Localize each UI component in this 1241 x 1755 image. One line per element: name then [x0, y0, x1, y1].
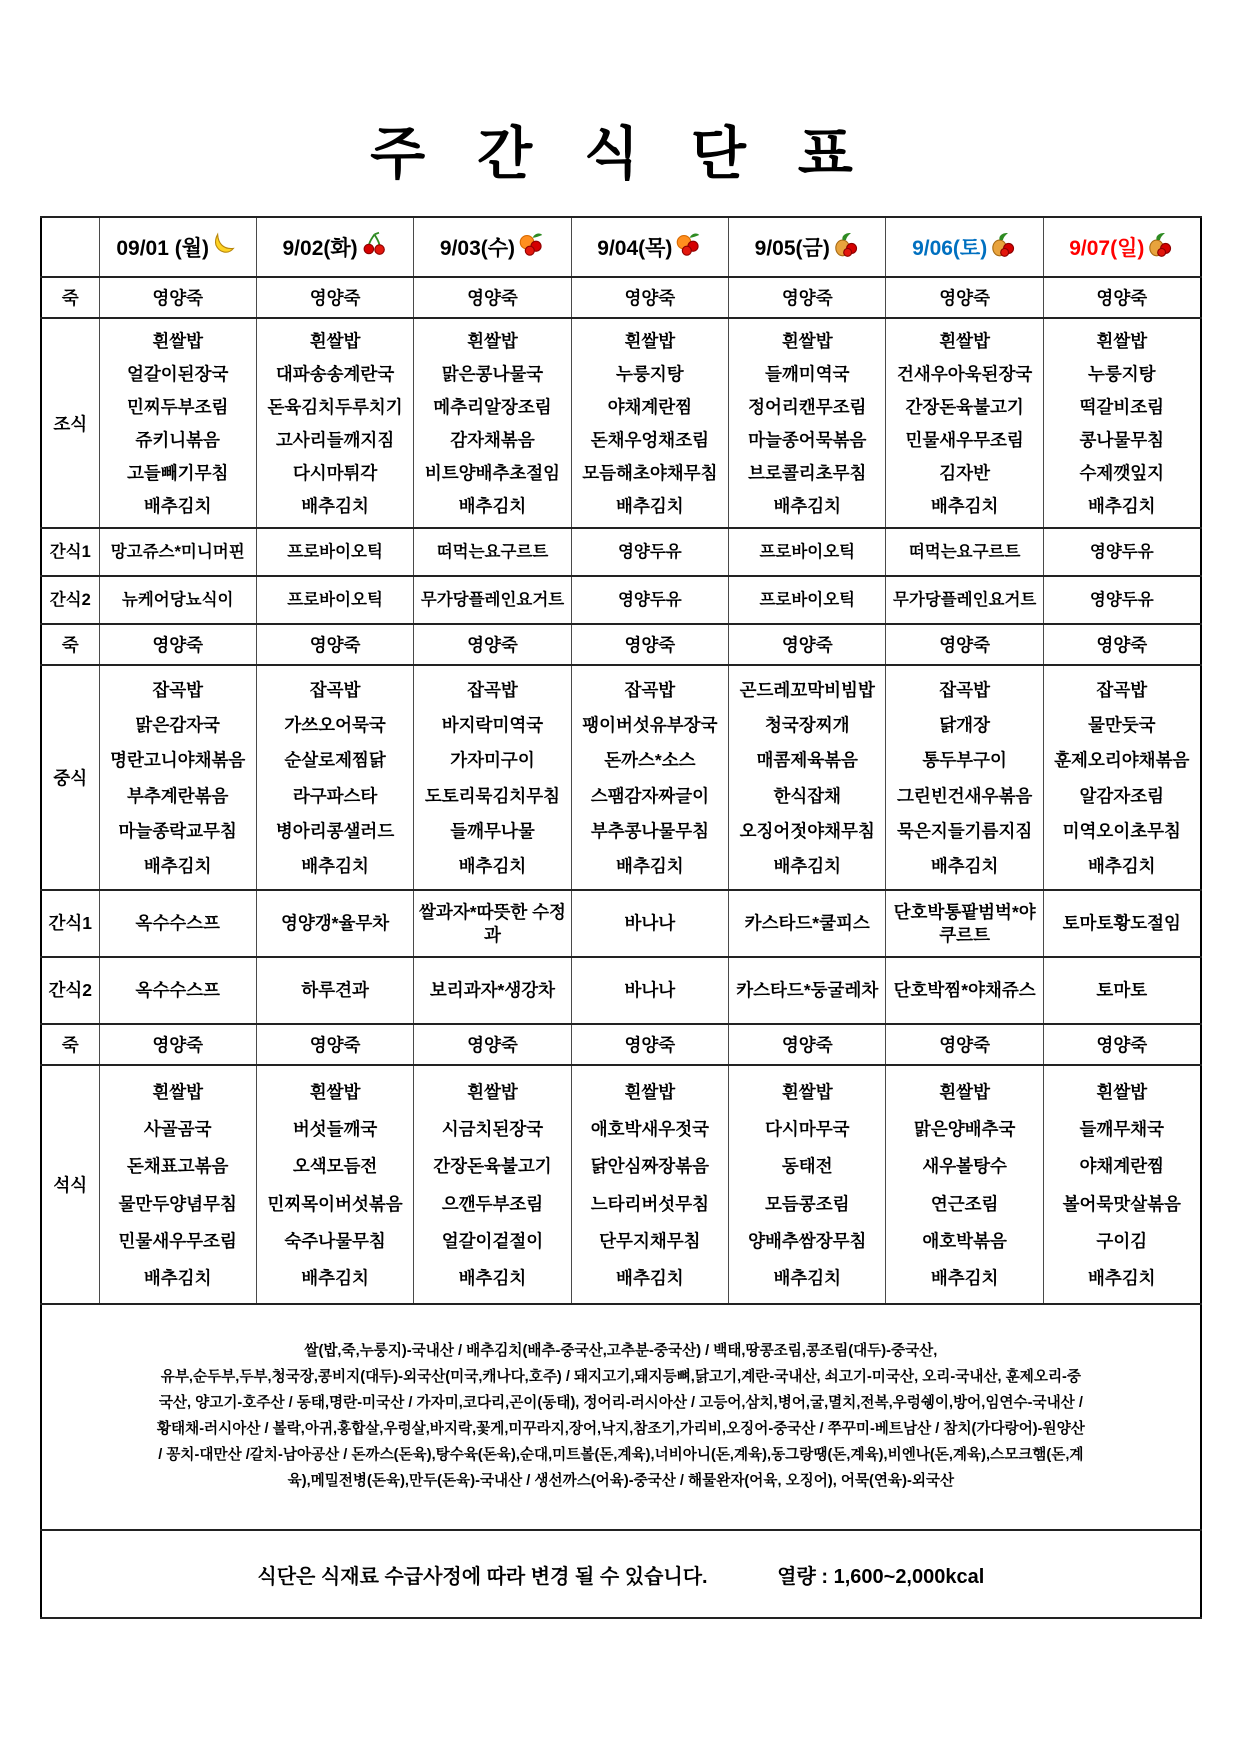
menu-item: 돈채표고볶음: [126, 1156, 229, 1177]
menu-item: 누룽지탕: [1087, 364, 1156, 384]
menu-item: 사골곰국: [143, 1119, 212, 1140]
menu-item: 민물새우무조림: [118, 1230, 237, 1251]
menu-item: 야채계란찜: [1079, 1156, 1165, 1177]
lunch-cell: [99, 665, 256, 890]
notice-row: [41, 1530, 1201, 1618]
snack-cell: 무가당플레인요거트: [414, 576, 571, 624]
snack-cell: 떠먹는요구르트: [414, 528, 571, 576]
snack-cell: 망고쥬스*미니머핀: [99, 528, 256, 576]
menu-item: 시금치된장국: [441, 1119, 544, 1140]
pm-snack2-row: [41, 957, 1201, 1024]
menu-item: 순살로제찜닭: [284, 750, 386, 771]
menu-change-notice: 식단은 식재료 수급사정에 따라 변경 될 수 있습니다.: [257, 1565, 708, 1588]
menu-item: 흰쌀밥: [781, 331, 833, 351]
porridge-cell: 영양죽: [414, 1024, 571, 1065]
date-label: 9/03(수): [439, 237, 516, 260]
row-label-dinner: 석식: [41, 1065, 99, 1304]
menu-item: 배추김치: [930, 1267, 999, 1288]
snack-cell: 토마토황도절임: [1043, 890, 1200, 957]
calorie-info: 열량 : 1,600~2,000kcal: [777, 1565, 985, 1588]
lunch-cell: [256, 665, 413, 890]
menu-item: 민찌목이버섯볶음: [267, 1193, 403, 1214]
menu-item: 곤드레꼬막비빔밥: [739, 680, 875, 701]
menu-item: 오색모듬전: [292, 1156, 378, 1177]
dinner-cell: [729, 1065, 886, 1304]
breakfast-row: [41, 318, 1201, 528]
menu-item: 배추김치: [616, 1267, 684, 1288]
menu-item: 배추김치: [1087, 496, 1156, 516]
menu-item: 팽이버섯유부장국: [582, 715, 718, 736]
menu-item: 잡곡밥: [1096, 680, 1148, 701]
menu-item: 배추김치: [616, 496, 684, 516]
pm-snack1-row: [41, 890, 1201, 957]
menu-item: 청국장찌개: [764, 715, 850, 736]
date-header-row: [41, 217, 1201, 277]
snack-cell: 영양갱*율무차: [256, 890, 413, 957]
menu-item: 애호박볶음: [922, 1230, 1007, 1251]
menu-item: 흰쌀밥: [624, 1082, 676, 1103]
snack-cell: 프로바이오틱: [729, 528, 886, 576]
origin-line: 국산, 양고기-호주산 / 동태,명란-미국산 / 가자미,코다리,곤이(동태), 정어리-러시아산 / 고등어,삼치,병어,굴,멸치,전복,우렁쉥이,방어,임연수-국내산 /: [158, 1395, 1083, 1412]
row-label-lunch: 중식: [41, 665, 99, 890]
menu-item: 흰쌀밥: [152, 331, 204, 351]
breakfast-cell: [256, 318, 413, 528]
menu-item: 배추김치: [143, 855, 212, 876]
menu-item: 흰쌀밥: [467, 331, 518, 351]
porridge-cell: 영양죽: [99, 277, 256, 318]
dinner-cell: [99, 1065, 256, 1304]
menu-item: 잡곡밥: [152, 680, 204, 701]
menu-item: 다시마튀각: [292, 463, 378, 483]
dinner-cell: [414, 1065, 571, 1304]
menu-item: 감자채볶음: [450, 430, 535, 450]
porridge-cell: 영양죽: [256, 277, 413, 318]
menu-item: 흰쌀밥: [939, 331, 990, 351]
fruit-mix-icon: [518, 231, 545, 258]
menu-item: 들깨무채국: [1079, 1119, 1165, 1140]
page-title: 주 간 식 단 표: [370, 122, 871, 186]
menu-item: 맑은감자국: [135, 715, 220, 736]
lunch-row: [41, 665, 1201, 890]
menu-item: 누룽지탕: [616, 364, 684, 384]
menu-item: 미역오이초무침: [1062, 820, 1181, 841]
date-label: 09/01 (월): [116, 237, 210, 260]
menu-item: 배추김치: [773, 496, 842, 516]
menu-item: 바지락미역국: [441, 715, 544, 736]
porridge-cell: 영양죽: [256, 624, 413, 665]
snack-cell: 프로바이오틱: [729, 576, 886, 624]
day-header-thu: [571, 217, 728, 277]
menu-item: 통두부구이: [922, 750, 1007, 771]
origin-notes-row: [41, 1304, 1201, 1530]
menu-item: 라구파스타: [292, 785, 378, 806]
notice-cell: [41, 1530, 1201, 1618]
menu-item: 배추김치: [458, 1267, 527, 1288]
menu-item: 고사리들깨지짐: [275, 430, 395, 450]
menu-item: 닭안심짜장볶음: [590, 1156, 710, 1177]
menu-item: 마늘종어묵볶음: [748, 430, 867, 450]
snack-cell: 단호박통팥범벅*야쿠르트: [886, 890, 1043, 957]
menu-item: 배추김치: [616, 855, 684, 876]
menu-item: 병아리콩샐러드: [275, 820, 395, 841]
porridge-cell: 영양죽: [729, 1024, 886, 1065]
menu-item: 야채계란찜: [607, 397, 693, 417]
row-label-snack2: 간식2: [41, 576, 99, 624]
pineapple-cherries-icon: [833, 231, 860, 258]
snack-cell: 쌀과자*따뜻한 수정과: [414, 890, 571, 957]
menu-item: 연근조림: [930, 1193, 999, 1214]
snack-cell: 보리과자*생강차: [414, 957, 571, 1024]
menu-item: 명란고니야채볶음: [110, 750, 246, 771]
menu-item: 부추계란볶음: [126, 785, 229, 806]
origin-line: 황태채-러시아산 / 볼락,아귀,홍합살,우렁살,바지락,꽃게,미꾸라지,장어,낙지,참조기,가리비,오징어-중국산 / 쭈꾸미-베트남산 / 참치(가다랑어)-원양산: [156, 1421, 1085, 1437]
menu-item: 들깨무나물: [450, 820, 535, 841]
menu-item: 흰쌀밥: [309, 331, 361, 351]
menu-item: 배추김치: [143, 496, 212, 516]
menu-item: 민물새우무조림: [905, 430, 1024, 450]
menu-item: 새우볼탕수: [922, 1156, 1007, 1177]
lunch-cell: [886, 665, 1043, 890]
snack-cell: 옥수수스프: [99, 890, 256, 957]
menu-item: 돈채우엉채조림: [590, 430, 710, 450]
menu-item: 마늘종락교무침: [118, 820, 237, 841]
menu-item: 모듬해초야채무침: [582, 463, 718, 483]
menu-item: 알감자조림: [1079, 785, 1165, 806]
menu-item: 으깬두부조림: [441, 1193, 544, 1214]
menu-item: 묵은지들기름지짐: [897, 820, 1033, 841]
row-label-porridge: 죽: [41, 277, 99, 318]
day-header-fri: [729, 217, 886, 277]
row-label-snack2: 간식2: [41, 957, 99, 1024]
menu-item: 건새우아욱된장국: [897, 364, 1033, 384]
porridge-cell: 영양죽: [729, 624, 886, 665]
lunch-cell: [1043, 665, 1200, 890]
menu-item: 배추김치: [773, 855, 842, 876]
date-label: 9/04(목): [597, 237, 673, 260]
menu-item: 그린빈건새우볶음: [897, 785, 1033, 806]
menu-item: 민찌두부조림: [126, 397, 229, 417]
date-label: 9/07(일): [1069, 237, 1145, 260]
date-label: 9/06(토): [912, 237, 988, 260]
menu-item: 배추김치: [301, 855, 369, 876]
breakfast-cell: [729, 318, 886, 528]
menu-item: 물만두양념무침: [118, 1193, 237, 1214]
day-header-sat: [886, 217, 1043, 277]
day-header-sun: [1043, 217, 1200, 277]
porridge-cell: 영양죽: [571, 277, 728, 318]
porridge-cell: 영양죽: [571, 624, 728, 665]
menu-item: 버섯들깨국: [292, 1119, 378, 1140]
menu-item: 한식잡채: [773, 785, 842, 806]
porridge-row-morning: [41, 277, 1201, 318]
lunch-cell: [729, 665, 886, 890]
snack-cell: 카스타드*둥굴레차: [729, 957, 886, 1024]
menu-item: 부추콩나물무침: [590, 820, 710, 841]
breakfast-cell: [99, 318, 256, 528]
menu-item: 배추김치: [458, 496, 527, 516]
am-snack1-row: [41, 528, 1201, 576]
menu-item: 맑은콩나물국: [441, 364, 544, 384]
menu-item: 잡곡밥: [467, 680, 518, 701]
menu-item: 배추김치: [301, 496, 369, 516]
menu-item: 오징어젓야채무침: [739, 820, 875, 841]
date-label: 9/02(화): [282, 237, 358, 260]
menu-item: 돈육김치두루치기: [267, 397, 403, 417]
day-header-wed: [414, 217, 571, 277]
menu-item: 돈까스*소스: [604, 750, 696, 771]
porridge-cell: 영양죽: [886, 624, 1043, 665]
snack-cell: 영양두유: [571, 576, 728, 624]
menu-item: 느타리버섯무침: [590, 1193, 710, 1214]
snack-cell: 단호박찜*야채쥬스: [886, 957, 1043, 1024]
menu-item: 메추리알장조림: [433, 397, 552, 417]
menu-item: 고들빼기무침: [126, 463, 229, 483]
snack-cell: 영양두유: [571, 528, 728, 576]
menu-item: 떡갈비조림: [1079, 397, 1165, 417]
snack-cell: 하루견과: [256, 957, 413, 1024]
menu-item: 물만둣국: [1087, 715, 1156, 736]
menu-item: 맑은양배추국: [913, 1119, 1016, 1140]
origin-line: 유부,순두부,두부,청국장,콩비지(대두)-외국산(미국,캐나다,호주) / 돼지고기,돼지등뼈,닭고기,계란-국내산, 쇠고기-미국산, 오리-국내산, 훈제오리-중: [160, 1369, 1082, 1386]
snack-cell: 옥수수스프: [99, 957, 256, 1024]
banana-icon: [212, 231, 239, 258]
menu-item: 정어리캔무조림: [748, 397, 867, 417]
menu-item: 흰쌀밥: [1096, 331, 1148, 351]
porridge-cell: 영양죽: [1043, 1024, 1200, 1065]
dinner-cell: [571, 1065, 728, 1304]
menu-item: 배추김치: [930, 855, 999, 876]
corner-cell: [41, 217, 99, 277]
origin-line: 쌀(밥,죽,누룽지)-국내산 / 배추김치(배추-중국산,고추분-중국산) / 백태,땅콩조림,콩조림(대두)-중국산,: [304, 1343, 938, 1360]
menu-table: [40, 216, 1202, 1619]
cherries-icon: [361, 231, 388, 258]
menu-item: 동태전: [781, 1156, 833, 1177]
menu-item: 구이김: [1096, 1230, 1148, 1251]
pineapple-cherries-icon: [1147, 231, 1174, 258]
menu-item: 볼어묵맛살볶음: [1062, 1193, 1181, 1214]
menu-item: 매콤제육볶음: [756, 750, 858, 771]
lunch-cell: [414, 665, 571, 890]
menu-item: 흰쌀밥: [1096, 1082, 1148, 1103]
dinner-cell: [1043, 1065, 1200, 1304]
menu-item: 가쓰오어묵국: [284, 715, 386, 736]
snack-cell: 바나나: [571, 957, 728, 1024]
menu-item: 흰쌀밥: [624, 331, 676, 351]
porridge-cell: 영양죽: [886, 1024, 1043, 1065]
menu-item: 간장돈육불고기: [433, 1156, 552, 1177]
row-label-breakfast: 조식: [41, 318, 99, 528]
porridge-cell: 영양죽: [571, 1024, 728, 1065]
menu-item: 배추김치: [143, 1267, 212, 1288]
dinner-cell: [886, 1065, 1043, 1304]
menu-item: 흰쌀밥: [939, 1082, 990, 1103]
menu-item: 흰쌀밥: [781, 1082, 833, 1103]
menu-item: 배추김치: [1087, 1267, 1156, 1288]
date-label: 9/05(금): [754, 237, 830, 260]
dinner-cell: [256, 1065, 413, 1304]
porridge-cell: 영양죽: [886, 277, 1043, 318]
snack-cell: 떠먹는요구르트: [886, 528, 1043, 576]
menu-item: 배추김치: [301, 1267, 369, 1288]
pineapple-cherries-icon: [990, 231, 1017, 258]
menu-item: 다시마무국: [764, 1119, 850, 1140]
menu-item: 배추김치: [930, 496, 999, 516]
porridge-cell: 영양죽: [414, 624, 571, 665]
porridge-cell: 영양죽: [1043, 277, 1200, 318]
row-label-porridge: 죽: [41, 1024, 99, 1065]
menu-item: 흰쌀밥: [467, 1082, 518, 1103]
porridge-cell: 영양죽: [1043, 624, 1200, 665]
lunch-cell: [571, 665, 728, 890]
menu-item: 배추김치: [458, 855, 527, 876]
porridge-row-noon: [41, 624, 1201, 665]
snack-cell: 프로바이오틱: [256, 576, 413, 624]
menu-item: 배추김치: [1087, 855, 1156, 876]
fruit-mix-icon: [675, 231, 702, 258]
menu-item: 숙주나물무침: [284, 1230, 386, 1251]
menu-item: 비트양배추초절임: [424, 463, 561, 483]
menu-item: 콩나물무침: [1079, 430, 1165, 450]
day-header-tue: [256, 217, 413, 277]
menu-item: 가자미구이: [450, 750, 535, 771]
menu-item: 훈제오리야채볶음: [1054, 750, 1190, 771]
snack-cell: 카스타드*쿨피스: [729, 890, 886, 957]
origin-line: / 꽁치-대만산 /갈치-남아공산 / 돈까스(돈육),탕수육(돈육),순대,미트볼(돈,계육),너비아니(돈,계육),동그랑땡(돈,계육),비엔나(돈,계육),스모크햄(돈,계: [158, 1446, 1084, 1463]
menu-item: 김자반: [939, 463, 990, 483]
day-header-mon: [99, 217, 256, 277]
porridge-cell: 영양죽: [99, 624, 256, 665]
menu-item: 애호박새우젓국: [590, 1119, 710, 1140]
snack-cell: 무가당플레인요거트: [886, 576, 1043, 624]
porridge-cell: 영양죽: [99, 1024, 256, 1065]
menu-item: 모듬콩조림: [764, 1193, 850, 1214]
origin-notes-cell: [41, 1304, 1201, 1530]
porridge-cell: 영양죽: [256, 1024, 413, 1065]
menu-item: 얼갈이된장국: [126, 364, 229, 384]
menu-item: 흰쌀밥: [152, 1082, 204, 1103]
menu-item: 잡곡밥: [309, 680, 361, 701]
row-label-porridge: 죽: [41, 624, 99, 665]
menu-item: 흰쌀밥: [309, 1082, 361, 1103]
menu-item: 배추김치: [773, 1267, 842, 1288]
porridge-row-evening: [41, 1024, 1201, 1065]
menu-item: 스팸감자짜글이: [590, 785, 710, 806]
breakfast-cell: [571, 318, 728, 528]
snack-cell: 프로바이오틱: [256, 528, 413, 576]
row-label-snack1: 간식1: [41, 528, 99, 576]
menu-item: 단무지채무침: [599, 1230, 701, 1251]
menu-item: 수제깻잎지: [1079, 463, 1165, 483]
porridge-cell: 영양죽: [414, 277, 571, 318]
row-label-snack1: 간식1: [41, 890, 99, 957]
breakfast-cell: [1043, 318, 1200, 528]
menu-item: 브로콜리초무침: [748, 463, 867, 483]
menu-item: 얼갈이겉절이: [441, 1230, 544, 1251]
origin-line: 육),메밀전병(돈육),만두(돈육)-국내산 / 생선까스(어육)-중국산 / 해물완자(어육, 오징어), 어묵(연육)-외국산: [287, 1472, 955, 1489]
am-snack2-row: [41, 576, 1201, 624]
snack-cell: 바나나: [571, 890, 728, 957]
snack-cell: 뉴케어당뇨식이: [99, 576, 256, 624]
menu-item: 닭개장: [939, 715, 990, 736]
dinner-row: [41, 1065, 1201, 1304]
menu-item: 도토리묵김치무침: [424, 785, 561, 806]
menu-item: 쥬키니볶음: [135, 430, 220, 450]
menu-item: 대파송송계란국: [275, 364, 395, 384]
snack-cell: 영양두유: [1043, 576, 1200, 624]
breakfast-cell: [414, 318, 571, 528]
snack-cell: 영양두유: [1043, 528, 1200, 576]
menu-item: 잡곡밥: [939, 680, 990, 701]
menu-item: 양배추쌈장무침: [748, 1230, 867, 1251]
snack-cell: 토마토: [1043, 957, 1200, 1024]
menu-item: 간장돈육불고기: [905, 397, 1024, 417]
menu-item: 잡곡밥: [624, 680, 676, 701]
menu-item: 들깨미역국: [764, 364, 850, 384]
porridge-cell: 영양죽: [729, 277, 886, 318]
breakfast-cell: [886, 318, 1043, 528]
